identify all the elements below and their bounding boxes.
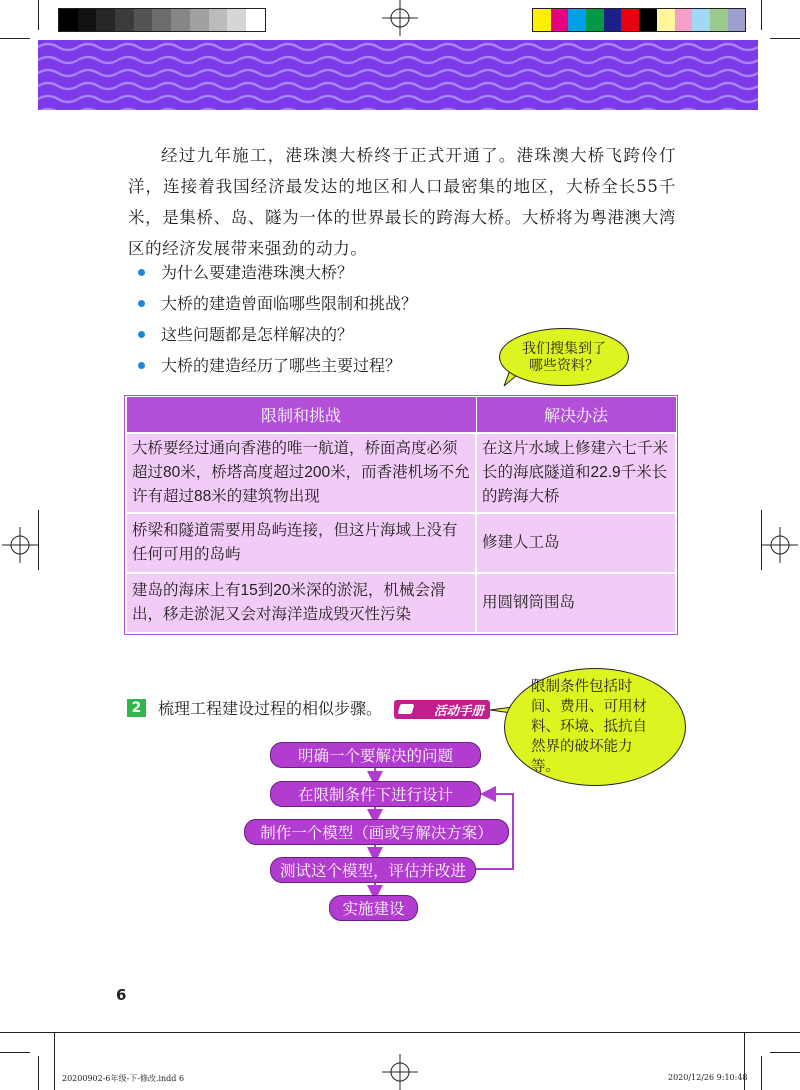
- table-header-cell: 限制和挑战: [126, 397, 476, 434]
- table-cell: 在这片水域上修建六七千米长的海底隧道和22.9千米长的跨海大桥: [476, 433, 676, 513]
- table-cell: 建岛的海床上有15到20米深的淤泥，机械会滑出，移走淤泥又会对海洋造成毁灭性污染: [126, 573, 476, 633]
- flow-step-1: 明确一个要解决的问题: [270, 742, 481, 768]
- page-number: 6: [116, 986, 127, 1004]
- speech-bubble-side: 限制条件包括时间、费用、可用材料、环境、抵抗自然界的破坏能力等。: [504, 668, 686, 786]
- list-item: 大桥的建造曾面临哪些限制和挑战？: [138, 288, 417, 319]
- intro-paragraph: 经过九年施工，港珠澳大桥终于正式开通了。港珠澳大桥飞跨伶仃洋，连接着我国经济最发达的地区和人口最密集的地区，大桥全长55千米，是集桥、岛、隧为一体的世界最长的跨海大桥。大桥将为粤港澳大湾区的经济发展带来强劲的动力。: [128, 146, 676, 258]
- table-header-cell: 解决办法: [476, 397, 676, 434]
- flow-step-4: 测试这个模型，评估并改进: [270, 857, 476, 883]
- footer-timestamp: 2020/12/26 9:10:48: [668, 1073, 748, 1082]
- footer-file-info: 20200902-6年级-下-修改.indd 6: [62, 1074, 185, 1083]
- flow-step-2: 在限制条件下进行设计: [270, 781, 481, 807]
- list-item: 这些问题都是怎样解决的？: [138, 319, 417, 350]
- activity-handbook-badge[interactable]: 活动手册: [394, 700, 490, 719]
- activity-instruction: 梳理工程建设过程的相似步骤。: [158, 701, 383, 718]
- flow-step-5: 实施建设: [329, 895, 418, 921]
- table-cell: 大桥要经过通向香港的唯一航道，桥面高度必须超过80米，桥塔高度超过200米，而香港机场不允许有超过88米的建筑物出现: [126, 433, 476, 513]
- table-cell: 桥梁和隧道需要用岛屿连接，但这片海域上没有任何可用的岛屿: [126, 513, 476, 573]
- activity-number-badge: 2: [127, 699, 146, 717]
- flow-step-3: 制作一个模型（画或写解决方案）: [244, 819, 509, 845]
- speech-bubble-top: 我们搜集到了哪些资料？: [499, 328, 629, 386]
- table-cell: 修建人工岛: [476, 513, 676, 573]
- table-cell: 用圆钢筒围岛: [476, 573, 676, 633]
- list-item: 为什么要建造港珠澳大桥？: [138, 257, 417, 288]
- list-item: 大桥的建造经历了哪些主要过程？: [138, 350, 417, 381]
